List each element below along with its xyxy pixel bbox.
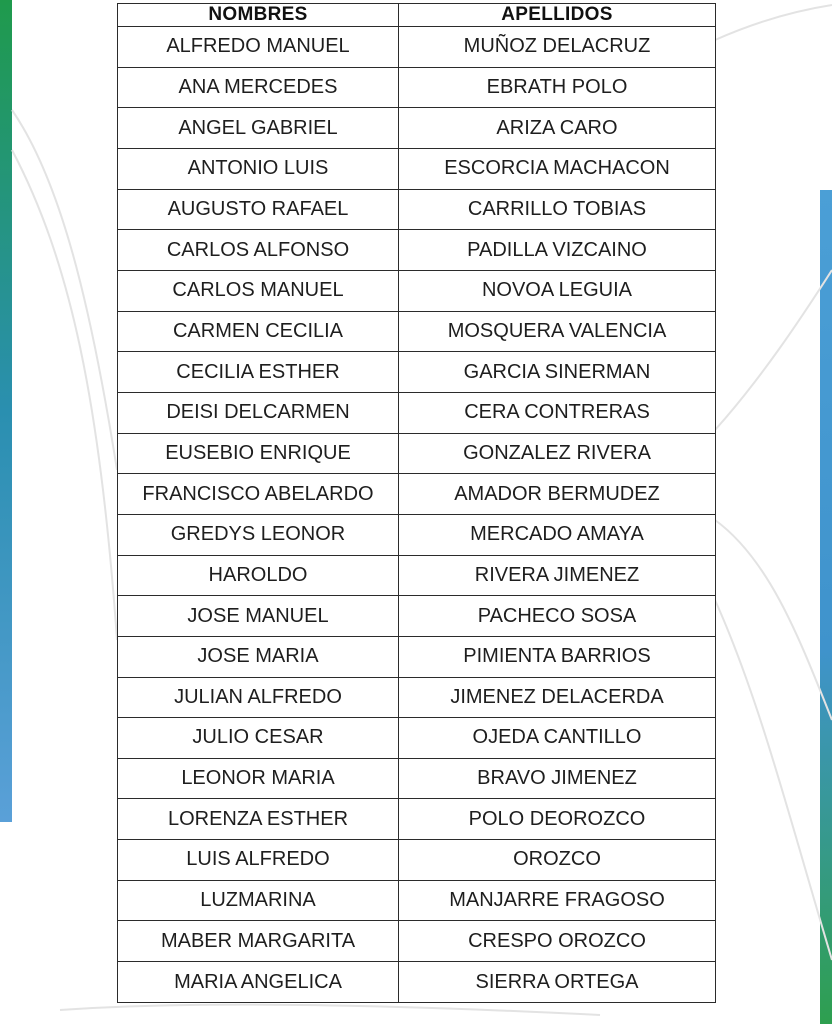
nombres-cell: ANTONIO LUIS [118,148,399,189]
apellidos-cell: ARIZA CARO [399,108,716,149]
table-row [118,189,716,230]
names-table [117,3,716,1003]
apellidos-cell: MERCADO AMAYA [399,514,716,555]
apellidos-cell: MOSQUERA VALENCIA [399,311,716,352]
table-header-row [118,4,716,27]
apellidos-cell: EBRATH POLO [399,67,716,108]
table-row [118,433,716,474]
table-row [118,148,716,189]
apellidos-cell: MANJARRE FRAGOSO [399,880,716,921]
table-row [118,596,716,637]
header-nombres: NOMBRES [118,4,399,27]
nombres-cell: LUIS ALFREDO [118,840,399,881]
table-row [118,677,716,718]
names-table-container [117,3,715,1003]
nombres-cell: LORENZA ESTHER [118,799,399,840]
nombres-cell: FRANCISCO ABELARDO [118,474,399,515]
nombres-cell: MABER MARGARITA [118,921,399,962]
table-row [118,962,716,1003]
left-color-stripe [0,0,12,822]
apellidos-cell: POLO DEOROZCO [399,799,716,840]
apellidos-cell: AMADOR BERMUDEZ [399,474,716,515]
nombres-cell: CARLOS MANUEL [118,270,399,311]
table-row [118,108,716,149]
apellidos-cell: NOVOA LEGUIA [399,270,716,311]
nombres-cell: JULIO CESAR [118,718,399,759]
apellidos-cell: GONZALEZ RIVERA [399,433,716,474]
apellidos-cell: CRESPO OROZCO [399,921,716,962]
apellidos-cell: OJEDA CANTILLO [399,718,716,759]
nombres-cell: EUSEBIO ENRIQUE [118,433,399,474]
table-row [118,67,716,108]
table-row [118,230,716,271]
table-row [118,555,716,596]
apellidos-cell: ESCORCIA MACHACON [399,148,716,189]
nombres-cell: CECILIA ESTHER [118,352,399,393]
nombres-cell: DEISI DELCARMEN [118,392,399,433]
apellidos-cell: PIMIENTA BARRIOS [399,636,716,677]
apellidos-cell: BRAVO JIMENEZ [399,758,716,799]
apellidos-cell: PACHECO SOSA [399,596,716,637]
nombres-cell: MARIA ANGELICA [118,962,399,1003]
table-row [118,392,716,433]
table-row [118,758,716,799]
nombres-cell: JOSE MARIA [118,636,399,677]
table-row [118,880,716,921]
apellidos-cell: CERA CONTRERAS [399,392,716,433]
nombres-cell: JULIAN ALFREDO [118,677,399,718]
table-row [118,799,716,840]
nombres-cell: LEONOR MARIA [118,758,399,799]
nombres-cell: ANGEL GABRIEL [118,108,399,149]
table-row [118,352,716,393]
nombres-cell: HAROLDO [118,555,399,596]
nombres-cell: CARMEN CECILIA [118,311,399,352]
apellidos-cell: SIERRA ORTEGA [399,962,716,1003]
table-row [118,27,716,68]
nombres-cell: ALFREDO MANUEL [118,27,399,68]
apellidos-cell: OROZCO [399,840,716,881]
table-row [118,636,716,677]
right-color-stripe [820,190,832,1024]
apellidos-cell: GARCIA SINERMAN [399,352,716,393]
table-row [118,270,716,311]
table-row [118,474,716,515]
apellidos-cell: JIMENEZ DELACERDA [399,677,716,718]
nombres-cell: CARLOS ALFONSO [118,230,399,271]
nombres-cell: JOSE MANUEL [118,596,399,637]
apellidos-cell: RIVERA JIMENEZ [399,555,716,596]
table-row [118,921,716,962]
nombres-cell: LUZMARINA [118,880,399,921]
table-row [118,718,716,759]
table-row [118,840,716,881]
nombres-cell: AUGUSTO RAFAEL [118,189,399,230]
nombres-cell: ANA MERCEDES [118,67,399,108]
apellidos-cell: CARRILLO TOBIAS [399,189,716,230]
table-row [118,514,716,555]
header-apellidos: APELLIDOS [399,4,716,27]
table-row [118,311,716,352]
apellidos-cell: MUÑOZ DELACRUZ [399,27,716,68]
nombres-cell: GREDYS LEONOR [118,514,399,555]
apellidos-cell: PADILLA VIZCAINO [399,230,716,271]
